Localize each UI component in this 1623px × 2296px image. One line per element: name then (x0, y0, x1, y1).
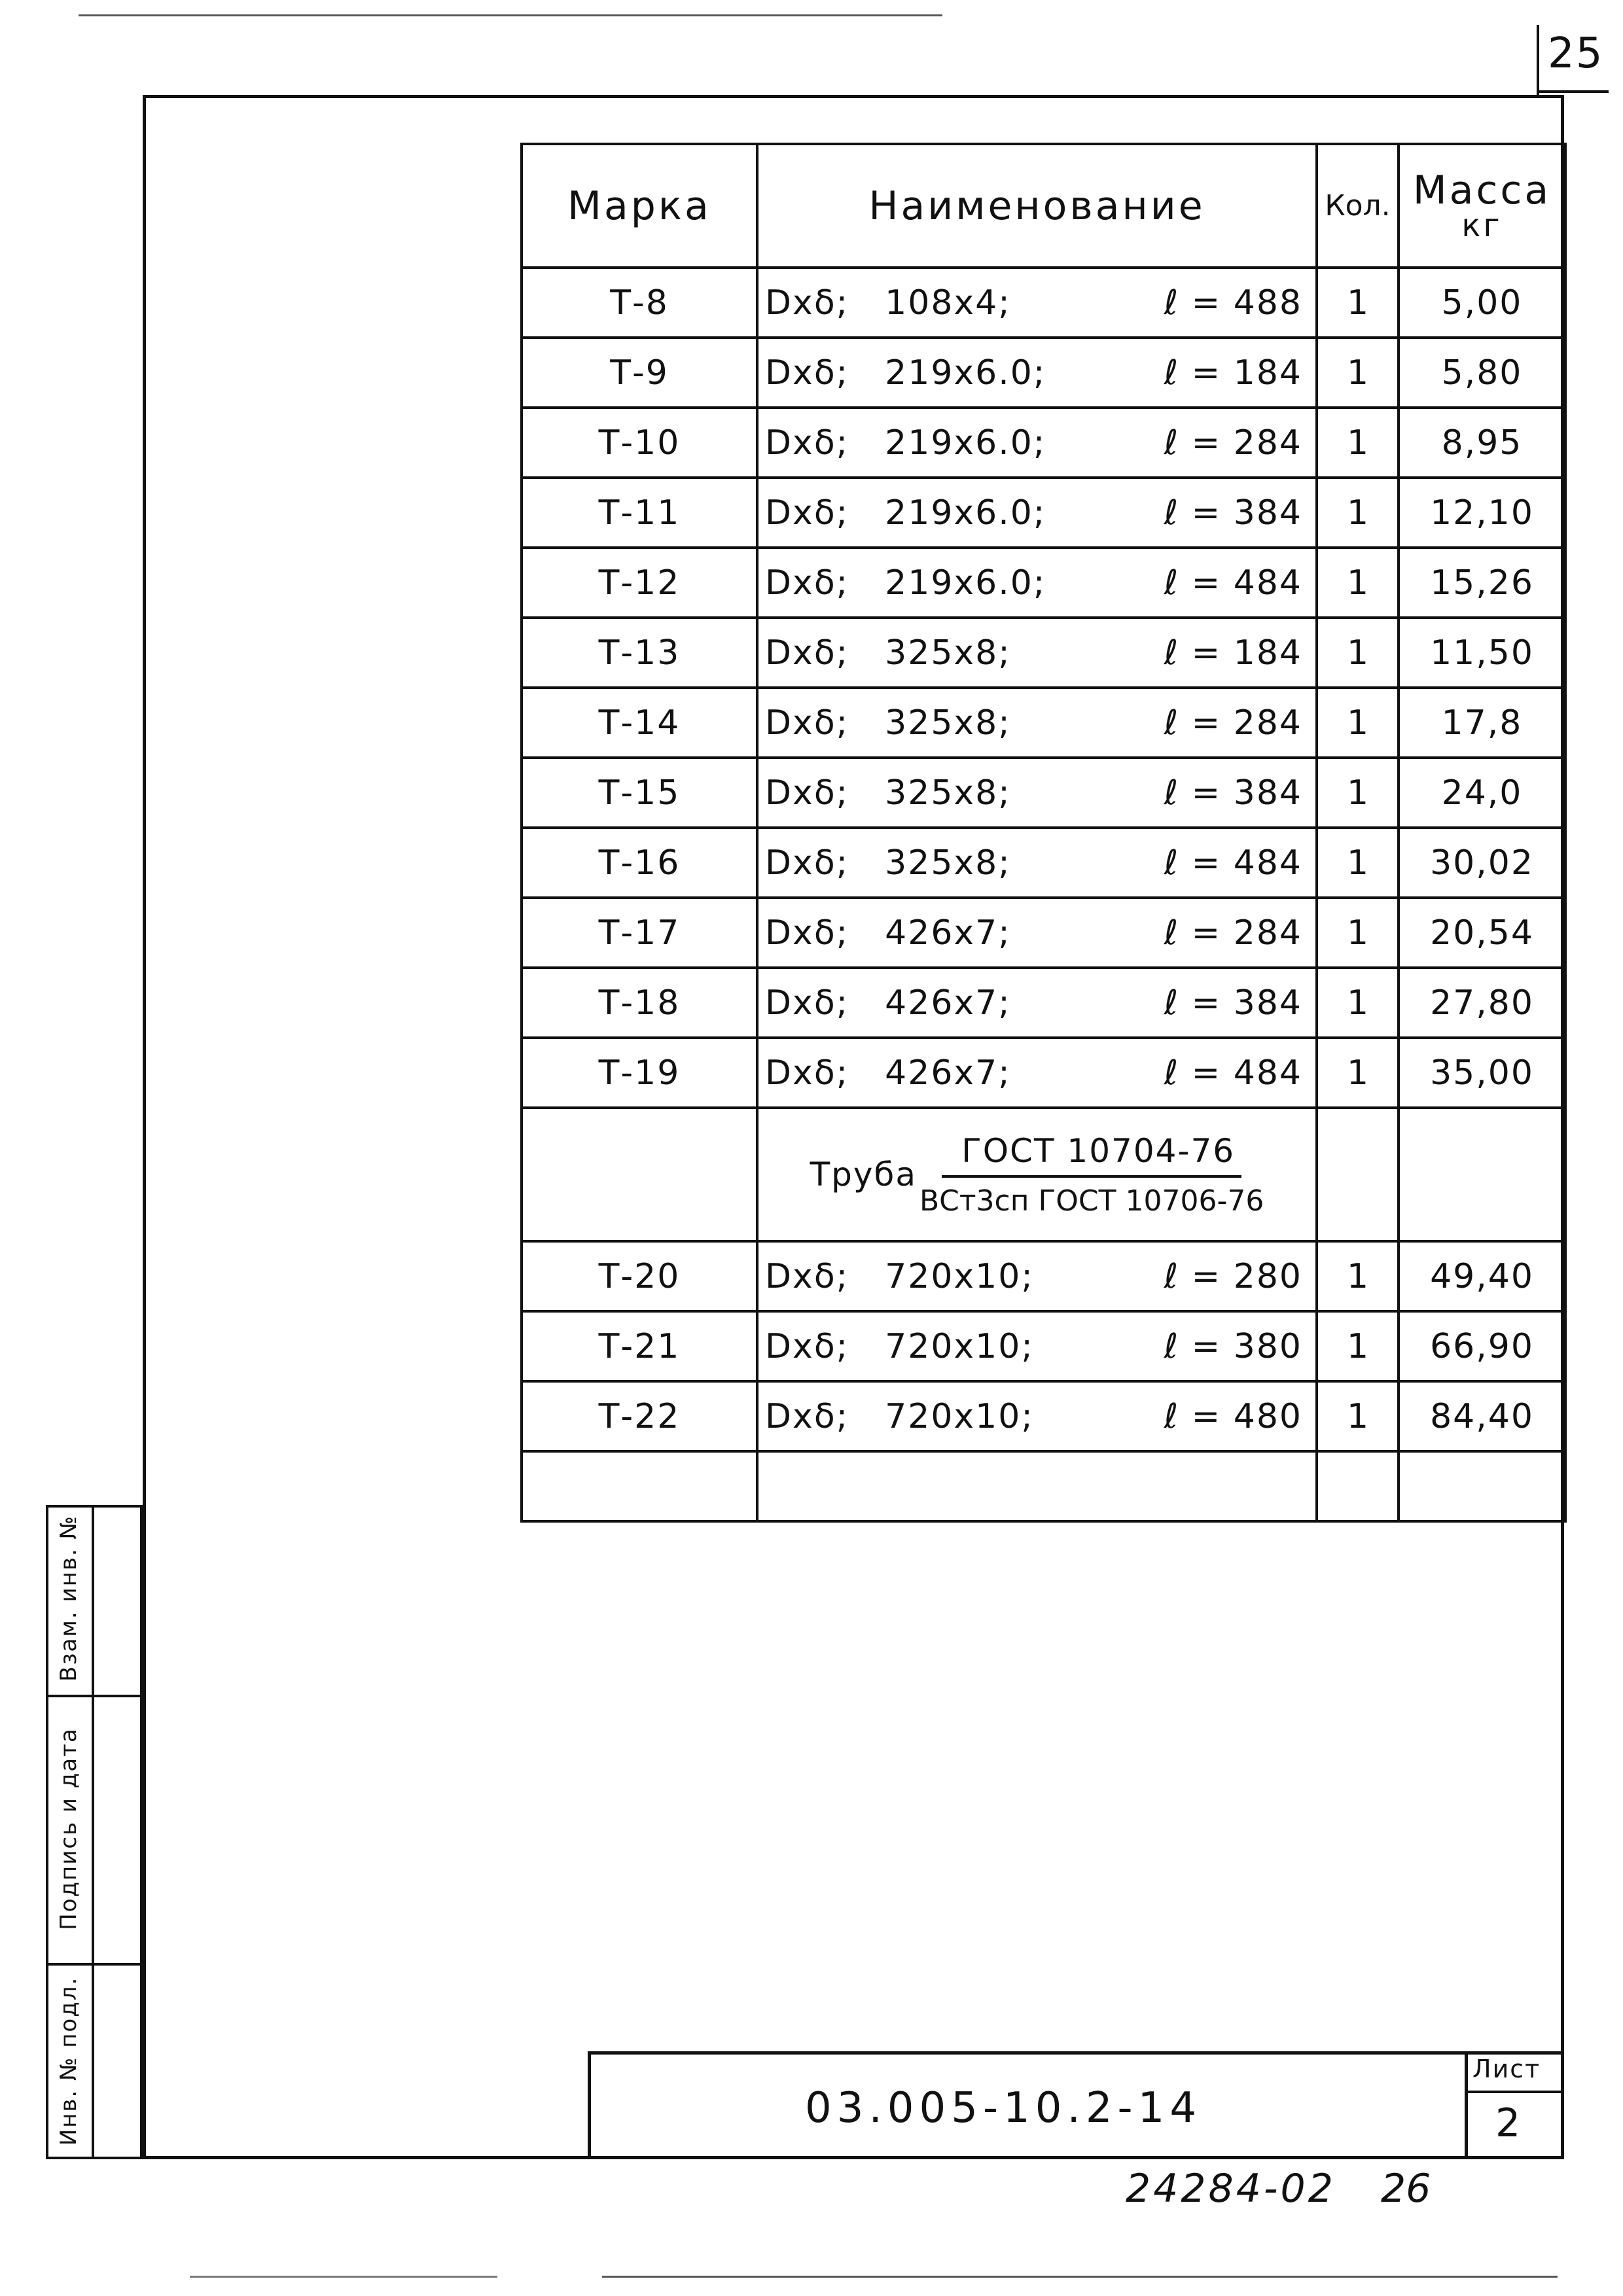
pipe-label: Труба (810, 1156, 917, 1193)
row-mass: 15,26 (1399, 548, 1565, 618)
row-dim: Dxδ; (765, 1053, 849, 1093)
row-size: 219x6.0; (885, 493, 1046, 533)
row-length: ℓ = 484 (1164, 843, 1302, 883)
row-mark: Т-15 (522, 758, 757, 828)
header-mass (1399, 144, 1565, 268)
row-mass: 30,02 (1399, 828, 1565, 898)
table-row (522, 618, 1565, 688)
row-size: 108x4; (885, 283, 1011, 323)
pipe-standard-numerator: ГОСТ 10704-76 (942, 1132, 1241, 1178)
row-size: 720x10; (885, 1326, 1034, 1366)
top-rule (79, 14, 942, 16)
table-row (522, 1241, 1565, 1311)
row-qty: 1 (1317, 478, 1399, 548)
archive-code: 24284-02 (1126, 2166, 1336, 2212)
row-name (757, 1381, 1317, 1451)
row-mass: 17,8 (1399, 688, 1565, 758)
row-length: ℓ = 284 (1164, 423, 1302, 463)
row-size: 325x8; (885, 843, 1011, 883)
row-mass: 8,95 (1399, 408, 1565, 478)
table-row (522, 828, 1565, 898)
row-size: 325x8; (885, 773, 1011, 813)
row-qty: 1 (1317, 968, 1399, 1038)
row-name (757, 408, 1317, 478)
row-mark: Т-17 (522, 898, 757, 968)
row-mark: Т-11 (522, 478, 757, 548)
row-dim: Dxδ; (765, 563, 849, 603)
row-length: ℓ = 384 (1164, 773, 1302, 813)
row-mark: Т-16 (522, 828, 757, 898)
row-mass: 11,50 (1399, 618, 1565, 688)
row-length: ℓ = 480 (1164, 1396, 1302, 1436)
row-name (757, 1241, 1317, 1311)
row-mass: 5,80 (1399, 338, 1565, 408)
row-size: 325x8; (885, 703, 1011, 743)
row-length: ℓ = 488 (1164, 283, 1302, 323)
row-length: ℓ = 184 (1164, 633, 1302, 673)
row-mark: Т-18 (522, 968, 757, 1038)
side-stamp-divider (92, 1505, 94, 2159)
row-name (757, 548, 1317, 618)
row-dim: Dxδ; (765, 1326, 849, 1366)
row-name (757, 1311, 1317, 1381)
row-name (757, 758, 1317, 828)
empty-cell (757, 1451, 1317, 1521)
pipe-standard-denominator: ВСт3сп ГОСТ 10706-76 (919, 1184, 1264, 1218)
side-stamp-signature-date: Подпись и дата (56, 1727, 82, 1930)
row-mark: Т-19 (522, 1038, 757, 1108)
row-dim: Dxδ; (765, 423, 849, 463)
row-qty: 1 (1317, 758, 1399, 828)
row-mark: Т-21 (522, 1311, 757, 1381)
row-size: 219x6.0; (885, 423, 1046, 463)
row-mass: 49,40 (1399, 1241, 1565, 1311)
table-row-empty (522, 1451, 1565, 1521)
empty-cell (1317, 1451, 1399, 1521)
side-stamp-inv-original: Инв. № подл. (56, 1976, 82, 2146)
row-length: ℓ = 284 (1164, 703, 1302, 743)
row-qty: 1 (1317, 688, 1399, 758)
row-size: 219x6.0; (885, 563, 1046, 603)
row-length: ℓ = 284 (1164, 913, 1302, 953)
row-dim: Dxδ; (765, 703, 849, 743)
row-qty: 1 (1317, 1311, 1399, 1381)
side-stamp-row-divider-1 (46, 1695, 143, 1697)
sheet-number: 2 (1495, 2100, 1521, 2146)
pipe-spec-empty-qty (1317, 1108, 1399, 1241)
row-qty: 1 (1317, 1038, 1399, 1108)
row-size: 426x7; (885, 1053, 1011, 1093)
row-name (757, 1038, 1317, 1108)
table-header-row (522, 144, 1565, 268)
row-mark: Т-22 (522, 1381, 757, 1451)
page-number: 25 (1548, 29, 1604, 78)
empty-cell (1399, 1451, 1565, 1521)
empty-cell (522, 1451, 757, 1521)
header-qty: Кол. (1317, 144, 1399, 268)
table-row (522, 338, 1565, 408)
row-qty: 1 (1317, 1241, 1399, 1311)
row-size: 720x10; (885, 1256, 1034, 1296)
row-name (757, 688, 1317, 758)
row-qty: 1 (1317, 898, 1399, 968)
row-size: 426x7; (885, 983, 1011, 1023)
header-name: Наименование (757, 144, 1317, 268)
row-qty: 1 (1317, 1381, 1399, 1451)
row-length: ℓ = 384 (1164, 983, 1302, 1023)
pipe-spec-empty-mark (522, 1108, 757, 1241)
side-stamp-replacement-inv: Взам. инв. № (56, 1515, 82, 1682)
row-mark: Т-13 (522, 618, 757, 688)
row-mark: Т-14 (522, 688, 757, 758)
row-name (757, 898, 1317, 968)
bottom-rule-left (190, 2276, 497, 2278)
row-qty: 1 (1317, 548, 1399, 618)
table-row (522, 268, 1565, 338)
row-mass: 12,10 (1399, 478, 1565, 548)
pipe-spec-row (522, 1108, 1565, 1241)
page-number-rule-vertical (1537, 25, 1539, 97)
row-name (757, 618, 1317, 688)
table-row (522, 1381, 1565, 1451)
row-length: ℓ = 184 (1164, 353, 1302, 393)
document-code: 03.005-10.2-14 (805, 2084, 1202, 2132)
row-mark: Т-9 (522, 338, 757, 408)
header-mass-unit: кг (1461, 207, 1503, 244)
row-length: ℓ = 380 (1164, 1326, 1302, 1366)
row-size: 325x8; (885, 633, 1011, 673)
row-mark: Т-20 (522, 1241, 757, 1311)
sheet-box-divider (1465, 2091, 1564, 2093)
row-dim: Dxδ; (765, 1396, 849, 1436)
row-length: ℓ = 484 (1164, 563, 1302, 603)
table-row (522, 1038, 1565, 1108)
row-dim: Dxδ; (765, 983, 849, 1023)
header-mass-label: Масса (1412, 167, 1552, 213)
row-mass: 66,90 (1399, 1311, 1565, 1381)
table-row (522, 408, 1565, 478)
row-dim: Dxδ; (765, 633, 849, 673)
row-dim: Dxδ; (765, 913, 849, 953)
table-row (522, 898, 1565, 968)
row-length: ℓ = 280 (1164, 1256, 1302, 1296)
table-row (522, 688, 1565, 758)
row-mass: 24,0 (1399, 758, 1565, 828)
table-row (522, 758, 1565, 828)
bottom-rule-right (602, 2276, 1558, 2278)
row-name (757, 338, 1317, 408)
row-dim: Dxδ; (765, 1256, 849, 1296)
row-size: 219x6.0; (885, 353, 1046, 393)
pipe-spec-empty-mass (1399, 1108, 1565, 1241)
pipe-standard-fraction (919, 1132, 1264, 1218)
row-qty: 1 (1317, 268, 1399, 338)
archive-page-number: 26 (1381, 2166, 1431, 2212)
row-qty: 1 (1317, 338, 1399, 408)
row-size: 426x7; (885, 913, 1011, 953)
row-qty: 1 (1317, 618, 1399, 688)
table-row (522, 1311, 1565, 1381)
row-mark: Т-10 (522, 408, 757, 478)
table-row (522, 968, 1565, 1038)
row-size: 720x10; (885, 1396, 1034, 1436)
row-dim: Dxδ; (765, 843, 849, 883)
row-mass: 5,00 (1399, 268, 1565, 338)
row-length: ℓ = 484 (1164, 1053, 1302, 1093)
row-name (757, 828, 1317, 898)
row-dim: Dxδ; (765, 353, 849, 393)
table-row (522, 478, 1565, 548)
row-qty: 1 (1317, 828, 1399, 898)
row-dim: Dxδ; (765, 493, 849, 533)
row-mark: Т-8 (522, 268, 757, 338)
row-name (757, 478, 1317, 548)
header-mark: Марка (522, 144, 757, 268)
row-mass: 35,00 (1399, 1038, 1565, 1108)
specification-table (520, 143, 1567, 1523)
row-length: ℓ = 384 (1164, 493, 1302, 533)
row-mass: 20,54 (1399, 898, 1565, 968)
row-qty: 1 (1317, 408, 1399, 478)
row-name (757, 268, 1317, 338)
row-dim: Dxδ; (765, 283, 849, 323)
row-name (757, 968, 1317, 1038)
pipe-spec-cell (757, 1108, 1317, 1241)
table-row (522, 548, 1565, 618)
sheet-label: Лист (1472, 2055, 1541, 2083)
row-mass: 84,40 (1399, 1381, 1565, 1451)
row-dim: Dxδ; (765, 773, 849, 813)
row-mark: Т-12 (522, 548, 757, 618)
row-mass: 27,80 (1399, 968, 1565, 1038)
page-number-rule-horizontal (1537, 90, 1609, 93)
